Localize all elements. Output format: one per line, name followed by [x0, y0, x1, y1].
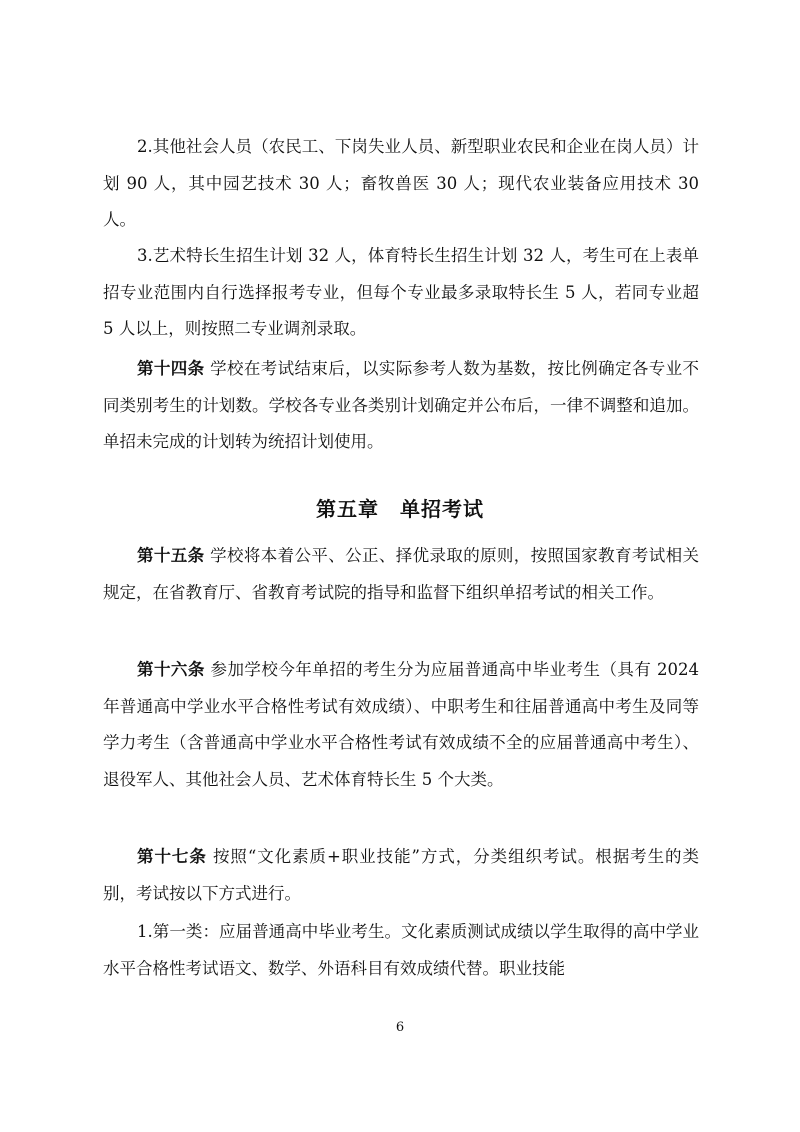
- paragraph-text: 2.其他社会人员（农民工、下岗失业人员、新型职业农民和企业在岗人员）计划 90 人，其中园艺技术 30 人；畜牧兽医 30 人；现代农业装备应用技术 30 人。: [103, 137, 699, 229]
- article-heading: 第十五条: [137, 546, 205, 565]
- article-heading: 第十四条: [137, 359, 205, 378]
- chapter-title: 第五章 单招考试: [316, 497, 484, 521]
- article-heading: 第十七条: [137, 847, 207, 866]
- paragraph-special-talent-plan: [103, 238, 699, 348]
- paragraph-text: 参加学校今年单招的考生分为应届普通高中毕业考生（具有 2024 年普通高中学业水平合格性考试有效成绩）、中职考生和往届普通高中考生及同等学力考生（含普通高中学业水平合格性考试有效成绩不全的应届普通高中考生）、退役军人、其他社会人员、艺术体育特长生 5 个大类。: [103, 660, 699, 789]
- paragraph-text: 学校将本着公平、公正、择优录取的原则，按照国家教育考试相关规定，在省教育厅、省教育考试院的指导和监督下组织单招考试的相关工作。: [103, 546, 700, 602]
- paragraph-article-16: [103, 652, 699, 798]
- paragraph-category-one: [103, 914, 699, 987]
- paragraph-text: 1.第一类：应届普通高中毕业考生。文化素质测试成绩以学生取得的高中学业水平合格性考试语文、数学、外语科目有效成绩代替。职业技能: [103, 922, 699, 978]
- paragraph-text: 3.艺术特长生招生计划 32 人，体育特长生招生计划 32 人，考生可在上表单招专业范围内自行选择报考专业，但每个专业最多录取特长生 5 人，若同专业超 5 人以上，则按照二专业调剂录取。: [103, 246, 699, 338]
- paragraph-text: 学校在考试结束后，以实际参考人数为基数，按比例确定各专业不同类别考生的计划数。学校各专业各类别计划确定并公布后，一律不调整和追加。单招未完成的计划转为统招计划使用。: [103, 359, 700, 451]
- paragraph-article-14: [103, 351, 699, 461]
- article-heading: 第十六条: [137, 660, 205, 679]
- page-number: 6: [395, 1020, 405, 1035]
- paragraph-article-17: [103, 839, 699, 912]
- paragraph-text: 按照“文化素质+职业技能”方式，分类组织考试。根据考生的类别，考试按以下方式进行。: [103, 847, 699, 903]
- paragraph-article-15: [103, 538, 699, 611]
- paragraph-other-social-personnel: [103, 129, 699, 239]
